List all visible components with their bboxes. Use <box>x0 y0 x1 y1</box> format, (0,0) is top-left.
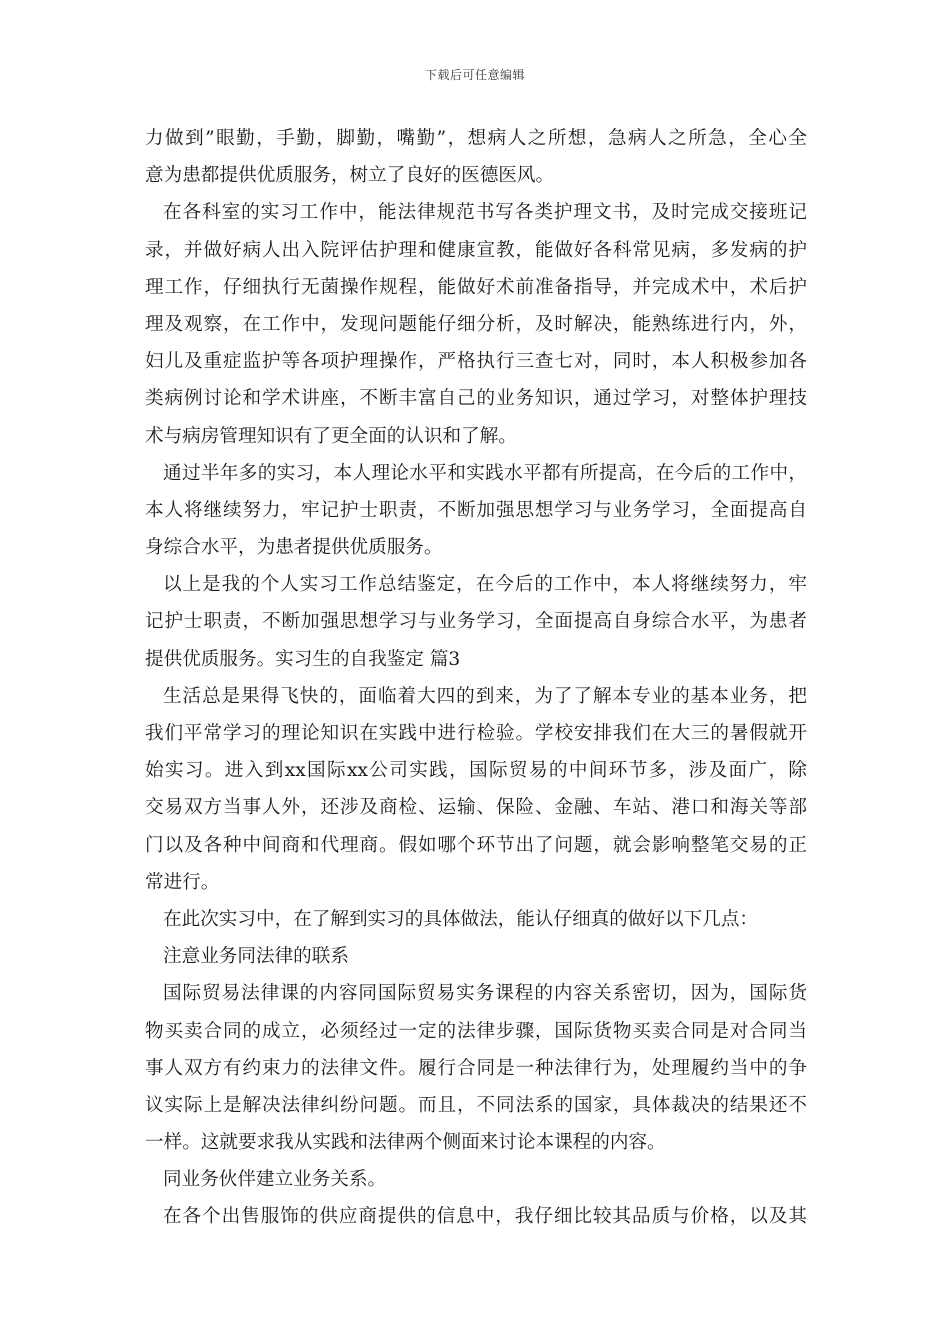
text-line: 术与病房管理知识有了更全面的认识和了解。 <box>145 425 517 447</box>
text-line: 力做到”眼勤，手勤，脚勤，嘴勤”，想病人之所想，急病人之所急，全心全 <box>145 128 807 149</box>
text-line: 本人将继续努力，牢记护士职责，不断加强思想学习与业务学习，全面提高自 <box>145 499 807 521</box>
text-line: 在各个出售服饰的供应商提供的信息中，我仔细比较其品质与价格，以及其 <box>163 1206 807 1228</box>
text-line: 交易双方当事人外，还涉及商检、运输、保险、金融、车站、港口和海关等部 <box>145 797 807 819</box>
text-line: 记护士职责，不断加强思想学习与业务学习，全面提高自身综合水平，为患者 <box>145 611 807 633</box>
text-line: 物买卖合同的成立，必须经过一定的法律步骤，国际货物买卖合同是对合同当 <box>145 1020 807 1042</box>
text-line: 妇儿及重症监护等各项护理操作，严格执行三查七对，同时，本人积极参加各 <box>145 351 807 373</box>
text-line: 我们平常学习的理论知识在实践中进行检验。学校安排我们在大三的暑假就开 <box>145 723 807 744</box>
document-body <box>145 120 807 1236</box>
text-line: 门以及各种中间商和代理商。假如哪个环节出了问题，就会影响整笔交易的正 <box>145 834 807 856</box>
text-line: 常进行。 <box>145 871 220 893</box>
text-line: 国际贸易法律课的内容同国际贸易实务课程的内容关系密切，因为，国际货 <box>163 983 807 1005</box>
text-line: 提供优质服务。实习生的自我鉴定 篇3 <box>145 648 461 670</box>
page-header: 下载后可任意编辑 <box>424 68 525 82</box>
text-line: 事人双方有约束力的法律文件。履行合同是一种法律行为，处理履约当中的争 <box>145 1057 807 1079</box>
text-line: 录，并做好病人出入院评估护理和健康宣教，能做好各科常见病，多发病的护 <box>145 239 807 261</box>
text-line: 理工作，仔细执行无菌操作规程，能做好术前准备指导，并完成术中，术后护 <box>145 276 807 298</box>
text-line: 理及观察，在工作中，发现问题能仔细分析，及时解决，能熟练进行内，外， <box>145 313 807 335</box>
text-line: 在此次实习中，在了解到实习的具体做法，能认仔细真的做好以下几点： <box>163 908 759 930</box>
text-line: 意为患都提供优质服务，树立了良好的医德医风。 <box>145 165 555 187</box>
text-line: 以上是我的个人实习工作总结鉴定，在今后的工作中，本人将继续努力，牢 <box>163 574 807 596</box>
text-line: 在各科室的实习工作中，能法律规范书写各类护理文书，及时完成交接班记 <box>163 202 807 224</box>
text-line: 始实习。进入到xx国际xx公司实践，国际贸易的中间环节多，涉及面广，除 <box>145 760 807 782</box>
text-line: 通过半年多的实习，本人理论水平和实践水平都有所提高，在今后的工作中， <box>163 462 807 484</box>
text-line: 生活总是果得飞快的，面临着大四的到来，为了了解本专业的基本业务，把 <box>163 685 807 707</box>
text-line: 一样。这就要求我从实践和法律两个侧面来讨论本课程的内容。 <box>145 1132 666 1154</box>
text-line: 议实际上是解决法律纠纷问题。而且，不同法系的国家，具体裁决的结果还不 <box>145 1094 807 1116</box>
text-line: 类病例讨论和学术讲座，不断丰富自己的业务知识，通过学习，对整体护理技 <box>145 388 807 410</box>
text-line: 同业务伙伴建立业务关系。 <box>163 1169 387 1191</box>
text-line: 身综合水平，为患者提供优质服务。 <box>145 537 443 559</box>
text-line: 注意业务同法律的联系 <box>163 946 349 968</box>
